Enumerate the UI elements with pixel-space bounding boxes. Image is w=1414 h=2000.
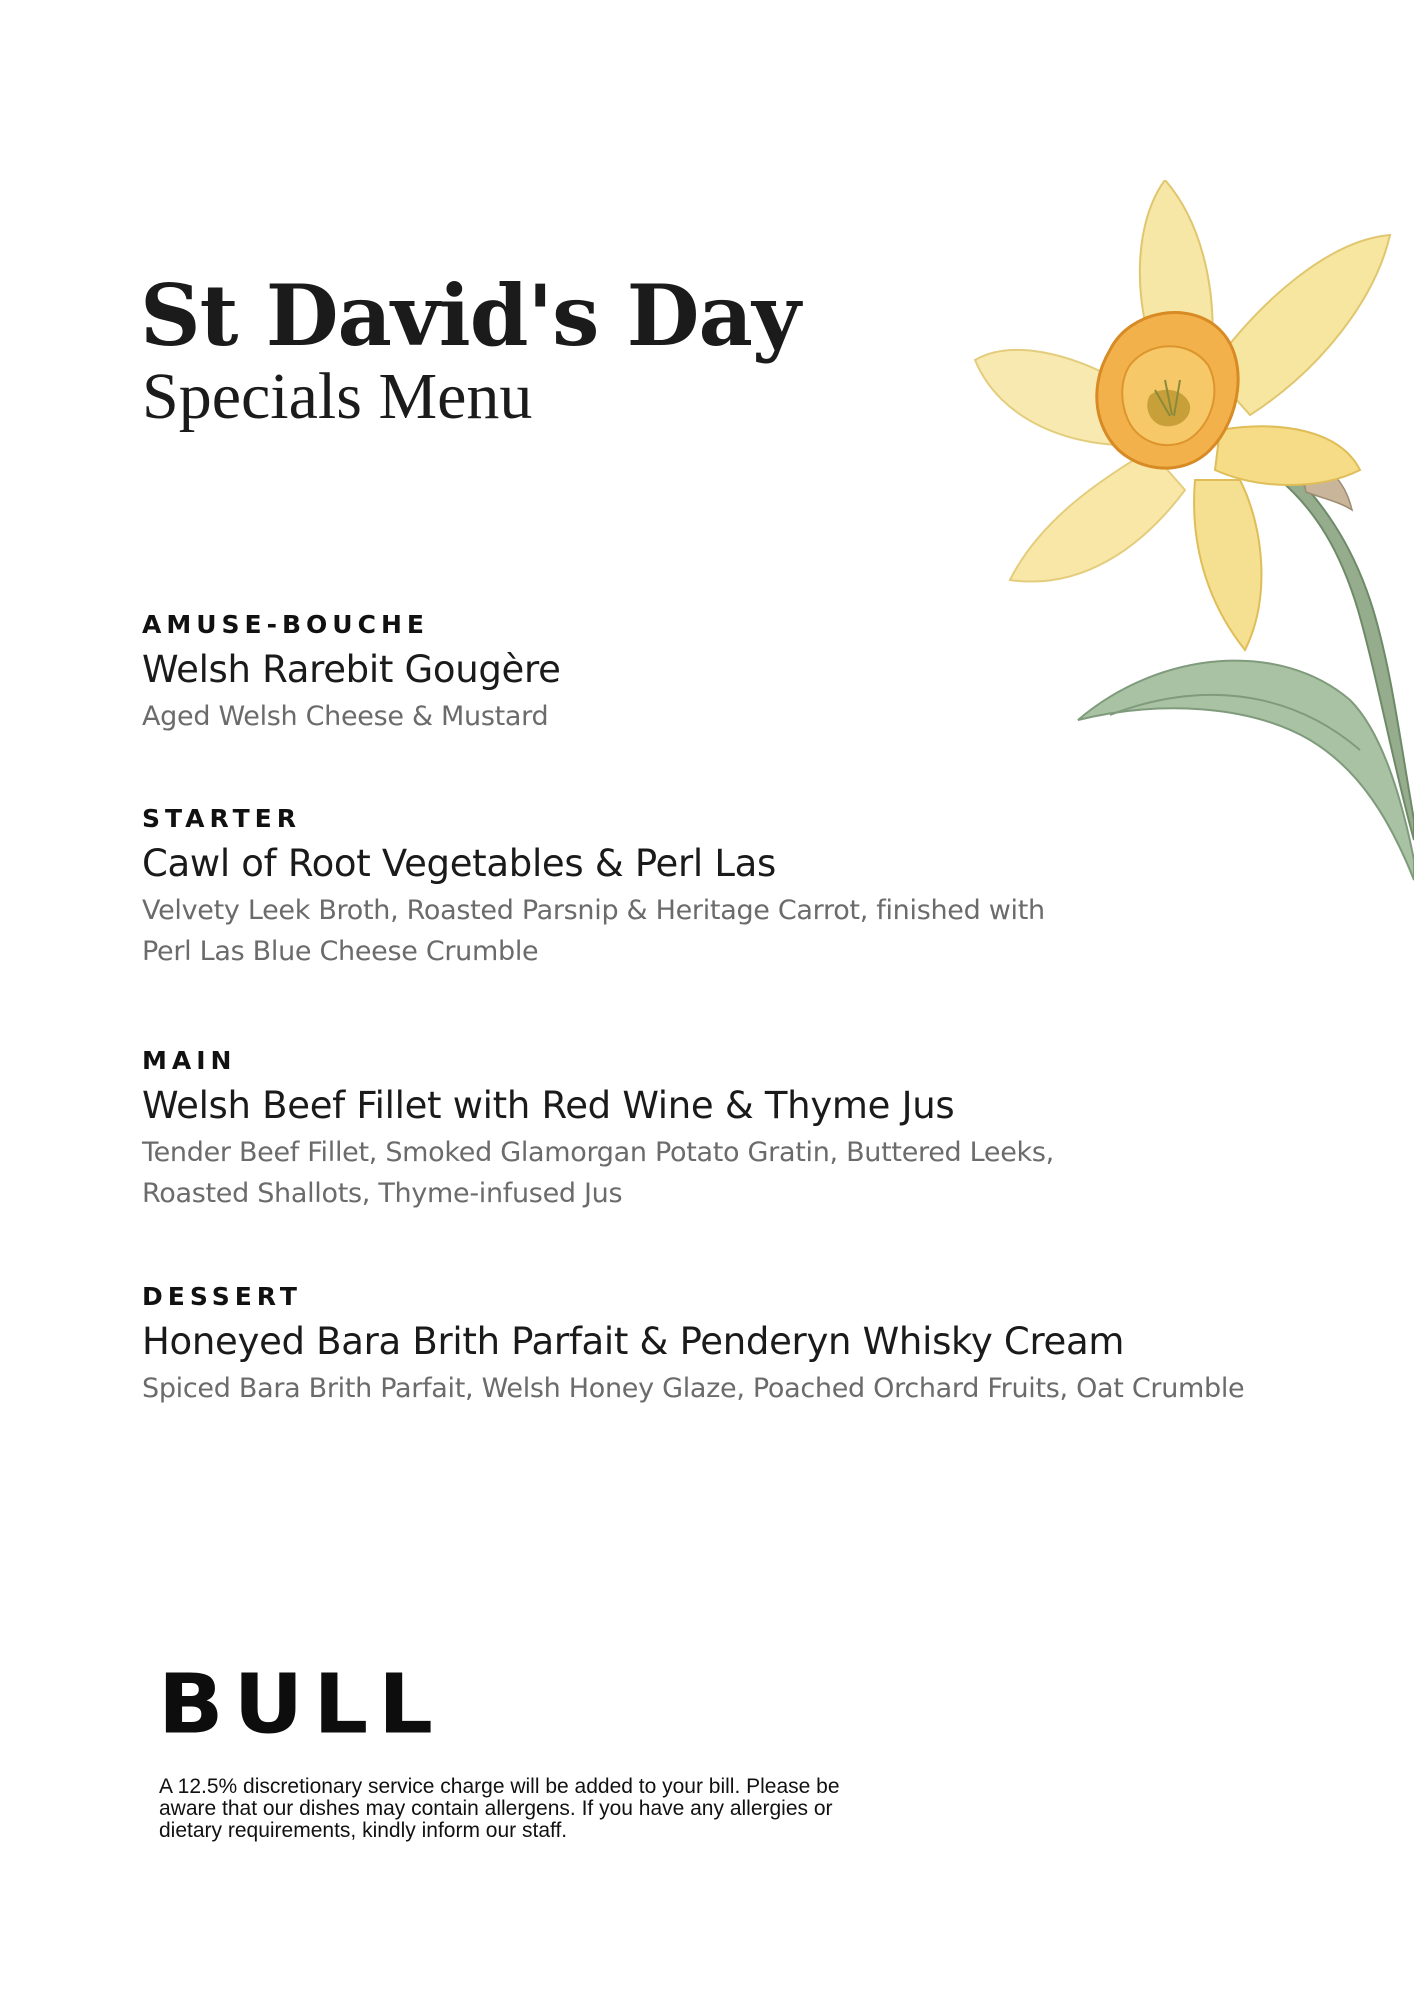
dish-name: Honeyed Bara Brith Parfait & Penderyn Whisky Cream: [142, 1320, 1125, 1363]
course-heading: STARTER: [142, 804, 301, 833]
menu-section-main: [142, 1048, 1242, 1214]
dish-name: Cawl of Root Vegetables & Perl Las: [142, 842, 777, 885]
dish-name: Welsh Rarebit Gougère: [142, 648, 561, 691]
page-title: St David's Day: [140, 266, 800, 366]
dish-description: Aged Welsh Cheese & Mustard: [142, 700, 549, 732]
menu-section-dessert: [142, 1282, 1245, 1409]
dish-description: Spiced Bara Brith Parfait, Welsh Honey Glaze, Poached Orchard Fruits, Oat Crumble: [142, 1372, 1245, 1404]
dish-description: Tender Beef Fillet, Smoked Glamorgan Potato Gratin, Buttered Leeks, Roasted Shallots, Thyme-infused Jus: [142, 1136, 1054, 1209]
service-charge-notice: A 12.5% discretionary service charge will be added to your bill. Please be aware that our dishes may contain allergens. If you have any allergies or dietary requirements, kindly inform our staff.: [159, 1775, 840, 1842]
menu-section-starter: [142, 806, 1242, 972]
page-subtitle: Specials Menu: [142, 360, 533, 433]
menu-section-amuse-bouche: [142, 612, 1242, 737]
course-heading: DESSERT: [142, 1282, 302, 1311]
course-heading: AMUSE-BOUCHE: [142, 610, 429, 639]
daffodil-icon: [960, 180, 1414, 900]
bull-logo: BULL: [158, 1657, 443, 1753]
dish-description: Velvety Leek Broth, Roasted Parsnip & Heritage Carrot, finished with Perl Las Blue Cheese Crumble: [142, 894, 1045, 967]
dish-name: Welsh Beef Fillet with Red Wine & Thyme Jus: [142, 1084, 955, 1127]
course-heading: MAIN: [142, 1046, 237, 1075]
